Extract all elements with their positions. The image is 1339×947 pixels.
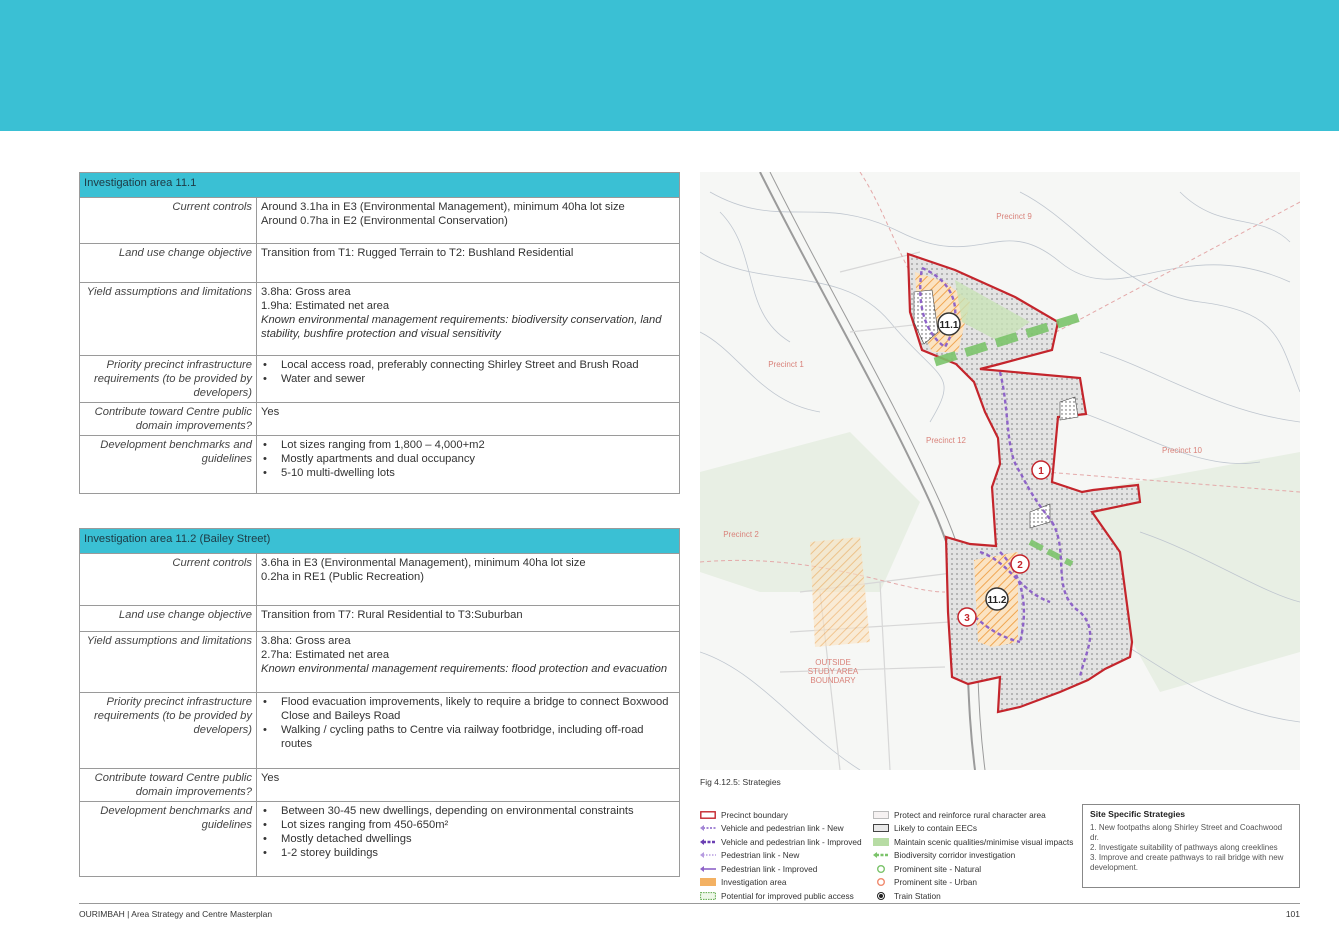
pedestrian-link-new-icon bbox=[700, 851, 716, 859]
list-item: • Walking / cycling paths to Centre via railway footbridge, including off-road routes bbox=[261, 723, 675, 751]
legend-item: Prominent site - Natural bbox=[873, 862, 1073, 876]
page-number: 101 bbox=[1285, 909, 1300, 919]
priority-label: Priority precinct infrastructure requirements (to be provided by developers) bbox=[80, 693, 257, 769]
site-specific-strategies bbox=[1082, 804, 1300, 888]
label-outside-3: BOUNDARY bbox=[810, 676, 856, 685]
biodiversity-corridor-icon bbox=[873, 851, 889, 859]
svg-text:11.2: 11.2 bbox=[987, 595, 1007, 606]
list-item: • Between 30-45 new dwellings, depending on environmental constraints bbox=[261, 804, 675, 818]
contribute-value: Yes bbox=[257, 403, 680, 436]
prominent-natural-icon bbox=[873, 865, 889, 873]
benchmarks-label: Development benchmarks and guidelines bbox=[80, 436, 257, 494]
current-controls-label: Current controls bbox=[80, 554, 257, 606]
legend-item: Vehicle and pedestrian link - Improved bbox=[700, 835, 862, 849]
figure-caption: Fig 4.12.5: Strategies bbox=[700, 777, 781, 787]
public-access-icon bbox=[700, 892, 716, 900]
scenic-icon bbox=[873, 838, 889, 846]
legend-item: Maintain scenic qualities/minimise visual impacts bbox=[873, 835, 1073, 849]
contribute-value: Yes bbox=[257, 769, 680, 802]
label-precinct-12: Precinct 12 bbox=[925, 436, 967, 445]
benchmarks-label: Development benchmarks and guidelines bbox=[80, 802, 257, 877]
legend-item: Likely to contain EECs bbox=[873, 822, 1073, 836]
current-controls-value: 3.6ha in E3 (Environmental Management), minimum 40ha lot size 0.2ha in RE1 (Public Recreation) bbox=[257, 554, 680, 606]
label-outside-2: STUDY AREA bbox=[807, 667, 859, 676]
table-title: Investigation area 11.1 bbox=[80, 173, 680, 198]
label-precinct-1: Precinct 1 bbox=[768, 360, 804, 369]
site-strategies-title: Site Specific Strategies bbox=[1090, 809, 1186, 819]
eec-icon bbox=[873, 824, 889, 832]
rural-character-area bbox=[810, 537, 870, 647]
list-item: • Mostly detached dwellings bbox=[261, 832, 675, 846]
strategy-marker-3 bbox=[958, 608, 976, 626]
header-banner bbox=[0, 0, 1339, 131]
label-precinct-2: Precinct 2 bbox=[723, 530, 759, 539]
list-item: • Mostly apartments and dual occupancy bbox=[261, 452, 675, 466]
strategy-item: 1. New footpaths along Shirley Street and Coachwood dr. bbox=[1090, 823, 1283, 842]
legend-column-2 bbox=[873, 808, 1073, 903]
land-use-value: Transition from T7: Rural Residential to T3:Suburban bbox=[257, 606, 680, 632]
train-station-icon bbox=[873, 892, 889, 900]
list-item: • Lot sizes ranging from 1,800 – 4,000+m2 bbox=[261, 438, 675, 452]
yield-value: 3.8ha: Gross area 1.9ha: Estimated net area Known environmental management requirements: biodiversity conservation, land stability, bushfire protection and visual sensitivity bbox=[257, 283, 680, 356]
label-outside-1: OUTSIDE bbox=[815, 658, 851, 667]
pedestrian-link-improved-icon bbox=[700, 865, 716, 873]
yield-value: 3.8ha: Gross area 2.7ha: Estimated net area Known environmental management requirements: flood protection and evacuation bbox=[257, 632, 680, 693]
legend-item: Pedestrian link - Improved bbox=[700, 862, 862, 876]
list-item: • 5-10 multi-dwelling lots bbox=[261, 466, 675, 480]
yield-label: Yield assumptions and limitations bbox=[80, 632, 257, 693]
area-marker-11-2 bbox=[986, 588, 1008, 610]
list-item: • Flood evacuation improvements, likely to require a bridge to connect Boxwood Close and Baileys Road bbox=[261, 695, 675, 723]
rural-character-icon bbox=[873, 811, 889, 819]
strategy-marker-1 bbox=[1032, 461, 1050, 479]
yield-label: Yield assumptions and limitations bbox=[80, 283, 257, 356]
legend-item: Protect and reinforce rural character area bbox=[873, 808, 1073, 822]
svg-text:11.1: 11.1 bbox=[939, 320, 959, 331]
list-item: • 1-2 storey buildings bbox=[261, 846, 675, 860]
legend-item: Potential for improved public access bbox=[700, 889, 862, 903]
land-use-label: Land use change objective bbox=[80, 244, 257, 283]
strategy-item: 3. Improve and create pathways to rail bridge with new development. bbox=[1090, 853, 1284, 872]
prominent-urban-icon bbox=[873, 878, 889, 886]
legend-item: Vehicle and pedestrian link - New bbox=[700, 822, 862, 836]
benchmarks-value bbox=[257, 436, 680, 494]
investigation-area-11-2-table bbox=[79, 528, 680, 877]
footer-divider bbox=[79, 903, 1300, 904]
investigation-area-icon bbox=[700, 878, 716, 886]
land-use-label: Land use change objective bbox=[80, 606, 257, 632]
vehicle-link-improved-icon bbox=[700, 838, 716, 846]
footer-title: OURIMBAH | Area Strategy and Centre Masterplan bbox=[79, 909, 273, 919]
legend-item: Investigation area bbox=[700, 876, 862, 890]
legend-column-1 bbox=[700, 808, 862, 903]
vehicle-link-new-icon bbox=[700, 824, 716, 832]
benchmarks-value bbox=[257, 802, 680, 877]
current-controls-label: Current controls bbox=[80, 198, 257, 244]
legend-item: Biodiversity corridor investigation bbox=[873, 849, 1073, 863]
legend-item: Pedestrian link - New bbox=[700, 849, 862, 863]
svg-text:2: 2 bbox=[1017, 560, 1023, 571]
strategy-marker-2 bbox=[1011, 555, 1029, 573]
strategies-map bbox=[700, 172, 1300, 770]
legend-item: Train Station bbox=[873, 889, 1073, 903]
table-title: Investigation area 11.2 (Bailey Street) bbox=[80, 529, 680, 554]
legend-item: Prominent site - Urban bbox=[873, 876, 1073, 890]
precinct-boundary-icon bbox=[700, 811, 716, 819]
svg-text:3: 3 bbox=[964, 613, 970, 624]
land-use-value: Transition from T1: Rugged Terrain to T2: Bushland Residential bbox=[257, 244, 680, 283]
label-precinct-10: Precinct 10 bbox=[1161, 446, 1203, 455]
list-item: • Lot sizes ranging from 450-650m² bbox=[261, 818, 675, 832]
legend-item: Precinct boundary bbox=[700, 808, 862, 822]
svg-text:1: 1 bbox=[1038, 466, 1044, 477]
contribute-label: Contribute toward Centre public domain improvements? bbox=[80, 769, 257, 802]
area-marker-11-1 bbox=[938, 313, 960, 335]
list-item: • Local access road, preferably connecting Shirley Street and Brush Road bbox=[261, 358, 675, 372]
strategy-item: 2. Investigate suitability of pathways along creeklines bbox=[1090, 843, 1278, 852]
priority-label: Priority precinct infrastructure requirements (to be provided by developers) bbox=[80, 356, 257, 403]
label-precinct-9: Precinct 9 bbox=[996, 212, 1032, 221]
priority-value bbox=[257, 356, 680, 403]
list-item: • Water and sewer bbox=[261, 372, 675, 386]
contribute-label: Contribute toward Centre public domain improvements? bbox=[80, 403, 257, 436]
priority-value bbox=[257, 693, 680, 769]
investigation-area-11-1-table bbox=[79, 172, 680, 494]
current-controls-value: Around 3.1ha in E3 (Environmental Management), minimum 40ha lot size Around 0.7ha in E2 (Environmental Conservation) bbox=[257, 198, 680, 244]
